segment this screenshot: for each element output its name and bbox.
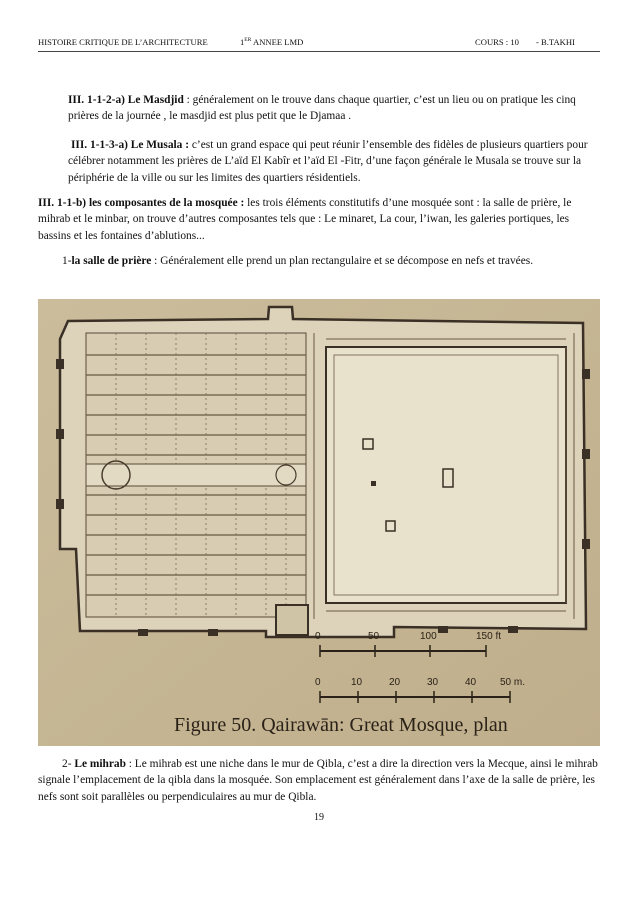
mihrab-text: : Le mihrab est une niche dans le mur de Qibla, c’est a dire la direction vers la Mecque, ainsi le mihrab signale l’emplacement de la qibla dans la mosquée. Son emplacement est généralement dans l’axe de la salle de prière, les nefs sont soit parallèles ou perpendiculaires au mur de Qibla. [38,758,598,803]
scale-ft-label-100: 100 [420,631,437,642]
mosque-plan-drawing [38,299,600,746]
masdjid-paragraph [68,92,602,125]
scale-m-label-20: 20 [389,677,401,688]
scale-m-label-0: 0 [315,677,321,688]
salle-paragraph [38,253,602,269]
scale-m-label-50: 50 m. [500,677,526,688]
composantes-text: les trois éléments constitutifs d’une mosquée sont : la salle de prière, le mihrab et le minbar, on trouve d’autres composantes tels que : Le minaret, La cour, l’iwan, les galeries portiques, les bassins et les fontaines d’ablutions... [38,197,572,242]
salle-num: 1- [62,255,72,267]
course-title: HISTOIRE CRITIQUE DE L’ARCHITECTURE [38,37,208,47]
musala-text: c’est un grand espace qui peut réunir l’ensemble des fidèles de plusieurs quartiers pour célébrer notamment les prières de L’aïd El Kabîr et l’aïd El -Fitr, d’une façon générale le Musala se trouve sur la périphérie de la ville ou sur les limites des quartiers résidentiels. [68,139,588,184]
scale-m-label-10: 10 [351,677,363,688]
salle-heading: la salle de prière [71,255,152,267]
mihrab-heading: Le mihrab [74,758,126,770]
composantes-heading: III. 1-1-b) les composantes de la mosquée : [38,197,245,209]
author-label: - B.TAKHI [536,37,575,47]
year-label: 1ER ANNEE LMD [240,37,304,47]
mosque-plan-figure [38,299,600,746]
salle-text: : Généralement elle prend un plan rectangulaire et se décompose en nefs et travées. [151,255,534,267]
musala-heading: III. 1-1-3-a) Le Musala : [71,139,190,151]
page-header [38,37,600,52]
scale-m-label-30: 30 [427,677,439,688]
figure-caption: Figure 50. Qairawān: Great Mosque, plan [174,714,508,736]
scale-ft-label-50: 50 [368,631,380,642]
page-number: 19 [314,812,324,823]
cours-label: COURS : 10 [475,37,519,47]
central-nave [86,464,306,486]
masdjid-heading: III. 1-1-2-a) Le Masdjid [68,94,184,106]
masdjid-text: : généralement on le trouve dans chaque quartier, c’est un lieu ou on pratique les cinq prières de la journée , le masdjid est plus petit que le Djamaa . [68,94,576,123]
scale-m-label-40: 40 [465,677,477,688]
scale-ft-label-150: 150 ft [476,631,502,642]
courtyard [326,347,566,603]
musala-paragraph [68,137,602,186]
cistern-marker [371,481,376,486]
composantes-paragraph [38,195,602,244]
scale-ft-label-0: 0 [315,631,321,642]
mihrab-num: 2- [62,758,75,770]
minaret [276,605,308,635]
mihrab-paragraph [38,756,602,805]
